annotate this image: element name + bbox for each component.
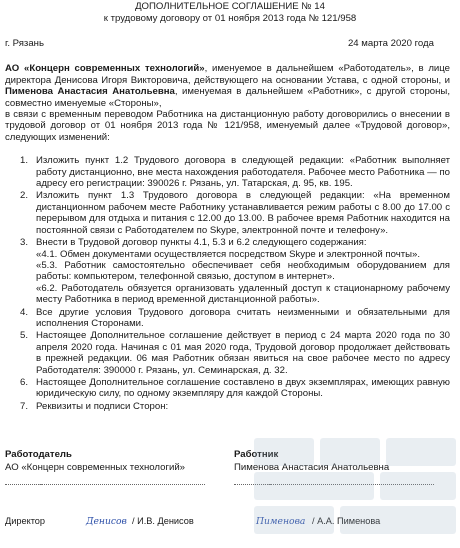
title-line-2: к трудовому договору от 01 ноября 2013 года № 121/958 <box>103 12 357 24</box>
preamble-parties <box>5 63 450 109</box>
employee-heading: Работник <box>234 449 279 460</box>
employee-name: Пименова Анастасия Анатольевна <box>234 462 390 473</box>
changes-list <box>20 155 450 412</box>
item-number: 5. <box>20 330 29 342</box>
employee-full-name: Пименова Анастасия Анатольевна <box>5 86 175 98</box>
item-number: 1. <box>20 155 29 167</box>
list-item <box>20 190 450 236</box>
list-item <box>20 237 450 305</box>
employer-dots: ... <box>35 477 43 488</box>
list-item <box>20 155 450 189</box>
employee-dots: ... <box>264 477 272 488</box>
preamble <box>0 63 460 143</box>
document-title <box>0 1 460 24</box>
director-decoded: / И.В. Денисов <box>132 516 194 526</box>
employee-signature: Пименова <box>256 516 306 527</box>
list-item <box>20 377 450 400</box>
item-number: 6. <box>20 376 29 388</box>
list-item <box>20 307 450 330</box>
item-text: Настоящее Дополнительное соглашение составлено в двух экземплярах, имеющих равную юридическую силу, по одному экземпляру для каждой Стороны. <box>36 376 450 400</box>
item-number: 7. <box>20 400 29 412</box>
item-subclause: «4.1. Обмен документами осуществляется посредством Skype и электронной почты». <box>36 248 420 260</box>
place-date-row <box>0 38 460 49</box>
item-text: Все другие условия Трудового договора считать неизменными и обязательными для исполнения Сторонами. <box>36 306 450 329</box>
item-number: 3. <box>20 237 29 249</box>
item-number: 4. <box>20 306 29 318</box>
agreement-date: 24 марта 2020 года <box>347 38 434 49</box>
employer-heading: Работодатель <box>5 449 72 460</box>
employer-signature-column <box>5 449 186 488</box>
item-text: Реквизиты и подписи Сторон: <box>36 400 169 412</box>
director-label: Директор <box>5 516 46 526</box>
list-item <box>20 330 450 376</box>
item-subclause: «6.2. Работодатель обязуется организовать удаленный доступ к стационарному рабочему месту Работника в период временной дистанционной работы». <box>36 282 450 306</box>
preamble-reason: в связи с временным переводом Работника на дистанционную работу договорились о внесении в трудовой договор от 01 ноября 2013 года № 121/958, именуемый далее «Трудовой договор», следующих изменений: <box>5 109 450 143</box>
preamble-text-2: , именуемая в дальнейшем «Работник», с другой стороны, совместно именуемые «Стороны», <box>5 86 450 109</box>
item-subclause: «5.3. Работник самостоятельно обеспечивает себя необходимым оборудованием для работы: компьютером, телефонной связью, доступом в интернет». <box>36 259 450 283</box>
item-text: Изложить пункт 1.2 Трудового договора в следующей редакции: «Работник выполняет работу дистанционно, вне места нахождения работодателя. Рабочее место Работника — по адресу его регистрации: 390026 г. Рязань, ул. Татарская, д. 95, кв. 195. <box>36 155 450 190</box>
item-text: Изложить пункт 1.3 Трудового договора в следующей редакции: «На временном дистанционном рабочем месте Работнику устанавливается режим работы с 8.00 до 17.00 с перерывом для отдыха и питания с 12.00 до 13.00. В рабочее время Работник находится на постоянной связи с Работодателем по Skype, электронной почте и телефону». <box>36 190 450 236</box>
employer-org: АО «Концерн современных технологий» <box>5 462 186 473</box>
employee-decoded: / А.А. Пименова <box>312 516 381 526</box>
preamble-text-1: , именуемое в дальнейшем «Работодатель», в лице директора Денисова Игоря Викторовича, действующего на основании Устава, с одной стороны, и <box>5 63 450 86</box>
item-text: Внести в Трудовой договор пункты 4.1, 5.3 и 6.2 следующего содержания: <box>36 237 367 249</box>
item-text: Настоящее Дополнительное соглашение действует в период с 24 марта 2020 года по 30 апреля 2020 года. Начиная с 01 мая 2020 года, Трудовой договор продолжает действовать в прежней редакции. 06 мая Работник обязан явиться на свое рабочее место по адресу Работодателя: 390000 г. Рязань, ул. Семинарская, д. 32. <box>36 330 450 376</box>
list-item <box>20 401 450 412</box>
employee-signature-column <box>234 449 390 488</box>
employee-divider <box>234 484 434 485</box>
city: г. Рязань <box>5 38 44 49</box>
item-number: 2. <box>20 190 29 202</box>
title-line-1: ДОПОЛНИТЕЛЬНОЕ СОГЛАШЕНИЕ № 14 <box>135 1 325 12</box>
employer-divider <box>5 484 205 485</box>
director-signature: Денисов <box>86 516 127 527</box>
employer-org-name: АО «Концерн современных технологий» <box>5 63 205 75</box>
